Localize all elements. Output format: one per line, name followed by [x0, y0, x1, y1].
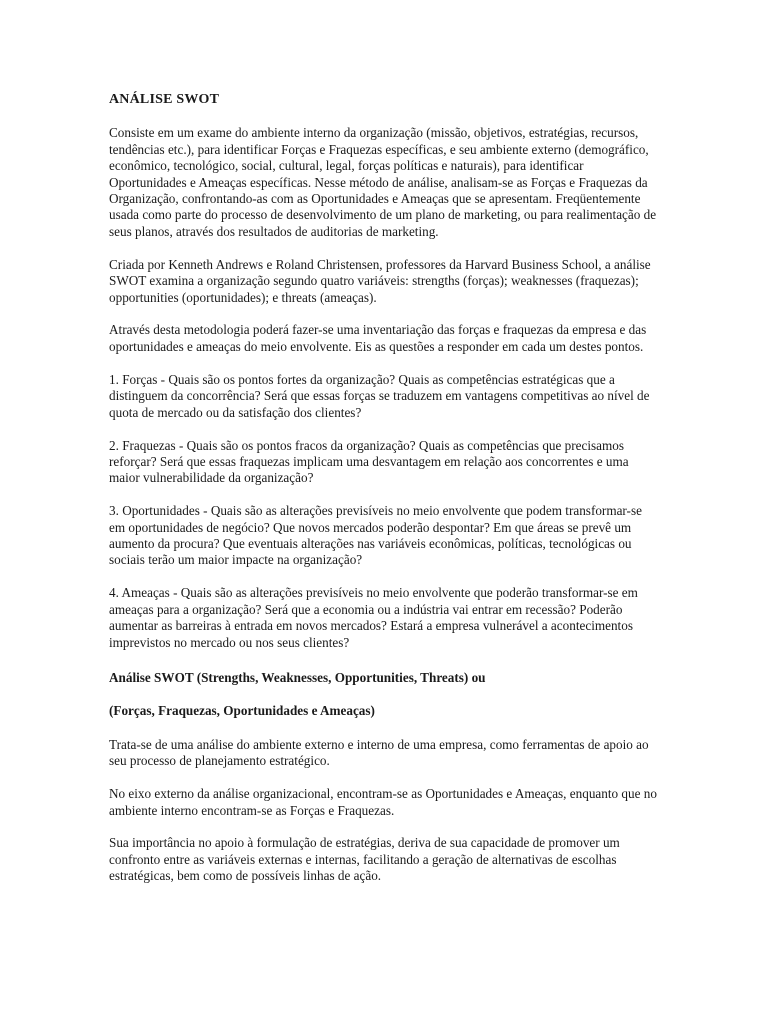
paragraph-methodology: Através desta metodologia poderá fazer-se uma inventariação das forças e fraquezas da empresa e das oportunidades e ameaças do meio envolvente. Eis as questões a responder em cada um destes pontos. [109, 322, 647, 354]
paragraph-origin: Criada por Kenneth Andrews e Roland Christensen, professores da Harvard Business School, a análise SWOT examina a organização segundo quatro variáveis: strengths (forças); weaknesses (fraquezas); opportunities (oportunidades); e threats (ameaças). [109, 256, 651, 305]
document-title: ANÁLISE SWOT [109, 92, 220, 107]
paragraph-analysis-purpose: Trata-se de uma análise do ambiente externo e interno de uma empresa, como ferramentas de apoio ao seu processo de planejamento estratégico. [109, 736, 649, 769]
paragraph-threats: 4. Ameaças - Quais são as alterações previsíveis no meio envolvente que poderão transformar-se em ameaças para a organização? Será que a economia ou a indústria vai entrar em recessão? Poderão aumentar as barreiras à entrada em novos mercados? Estará a empresa vulnerável a acontecimentos imprevistos no mercado ou nos seus clientes? [109, 585, 638, 650]
paragraph-opportunities: 3. Oportunidades - Quais são as alterações previsíveis no meio envolvente que podem transformar-se em oportunidades de negócio? Que novos mercados poderão despontar? Em que áreas se prevê um aumento da procura? Que eventuais alterações nas variáveis econômicas, políticas, tecnológicas ou sociais terão um maior impacte na organização? [109, 503, 642, 568]
section-subheading-portuguese: (Forças, Fraquezas, Oportunidades e Ameaças) [109, 703, 375, 719]
paragraph-external-internal: No eixo externo da análise organizacional, encontram-se as Oportunidades e Ameaças, enquanto que no ambiente interno encontram-se as Forças e Fraquezas. [109, 786, 657, 818]
section-subheading-english: Análise SWOT (Strengths, Weaknesses, Opportunities, Threats) ou [109, 669, 486, 685]
document-page [109, 92, 657, 901]
paragraph-definition: Consiste em um exame do ambiente interno da organização (missão, objetivos, estratégias, recursos, tendências etc.), para identificar Forças e Fraquezas específicas, e seu ambiente externo (demográfico, econômico, tecnológico, social, cultural, legal, forças políticas e naturais), para identificar Oportunidades e Ameaças específicas. Nesse método de análise, analisam-se as Forças e Fraquezas da Organização, confrontando-as com as Oportunidades e Ameaças que se apresentam. Freqüentemente usada como parte do processo de desenvolvimento de um plano de marketing, ou para realimentação de seus planos, através dos resultados de auditorias de marketing. [109, 125, 657, 239]
paragraph-strengths: 1. Forças - Quais são os pontos fortes da organização? Quais as competências estratégicas que a distinguem da concorrência? Será que essas forças se traduzem em vantagens competitivas ao nível de quota de mercado ou da satisfação dos clientes? [109, 371, 650, 420]
paragraph-weaknesses: 2. Fraquezas - Quais são os pontos fracos da organização? Quais as competências que precisamos reforçar? Será que essas fraquezas implicam uma desvantagem em relação aos concorrentes e uma maior vulnerabilidade da organização? [109, 437, 629, 486]
paragraph-importance: Sua importância no apoio à formulação de estratégias, deriva de sua capacidade de promover um confronto entre as variáveis externas e internas, facilitando a geração de alternativas de escolhas estratégicas, bem como de possíveis linhas de ação. [109, 835, 620, 884]
